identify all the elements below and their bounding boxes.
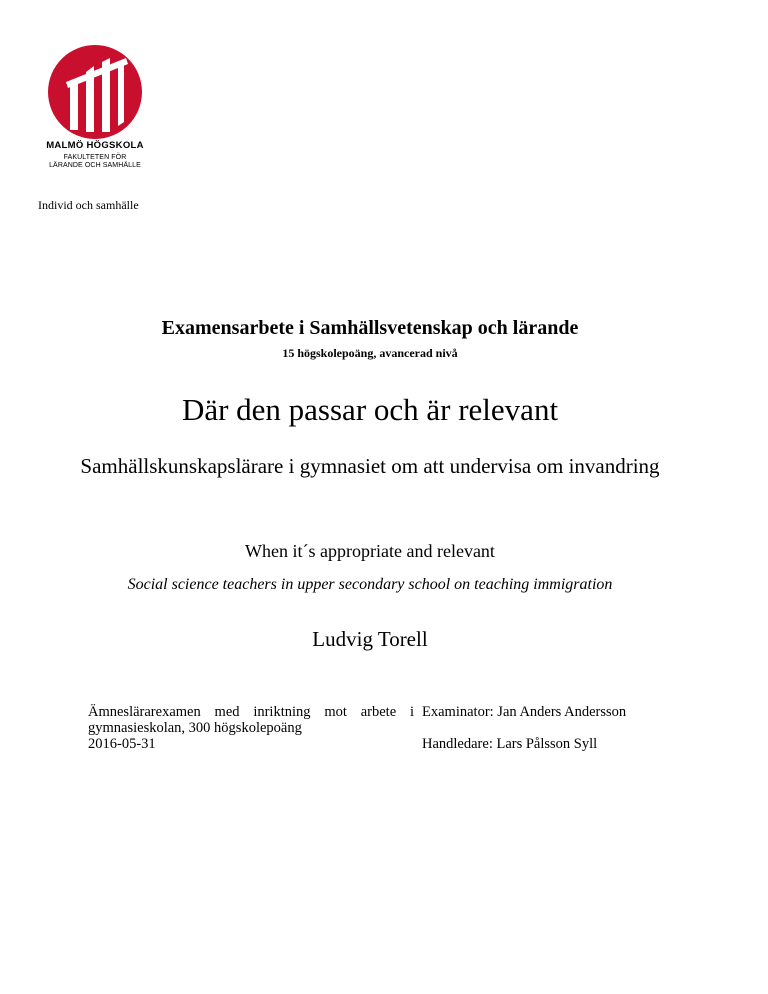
page-title: Där den passar och är relevant: [181, 392, 559, 427]
examiner: Examinator: Jan Anders Andersson: [422, 704, 627, 720]
logo-university-name: MALMÖ HÖGSKOLA: [46, 140, 144, 151]
malmo-hogskola-logo-icon: [40, 44, 150, 140]
english-subtitle: Social science teachers in upper secondary school on teaching immigration: [127, 576, 613, 593]
thesis-type: Examensarbete i Samhällsvetenskap och lärande: [161, 317, 579, 339]
degree: Ämneslärarexamen med inriktning mot arbete i gymnasieskolan, 300 högskolepoäng: [88, 704, 414, 736]
credits: 15 högskolepoäng, avancerad nivå: [282, 346, 458, 360]
department: Individ och samhälle: [38, 198, 139, 212]
supervisor: Handledare: Lars Pålsson Syll: [422, 736, 598, 752]
subtitle: Samhällskunskapslärare i gymnasiet om att undervisa om invandring: [80, 454, 660, 478]
date: 2016-05-31: [88, 736, 156, 752]
degree-info: [88, 704, 414, 752]
logo-faculty-line1: FAKULTETEN FÖR: [63, 154, 127, 161]
logo-faculty-line2: LÄRANDE OCH SAMHÄLLE: [49, 162, 141, 169]
author: Ludvig Torell: [312, 627, 428, 651]
english-title: When it´s appropriate and relevant: [245, 541, 495, 561]
university-logo: [40, 44, 150, 174]
